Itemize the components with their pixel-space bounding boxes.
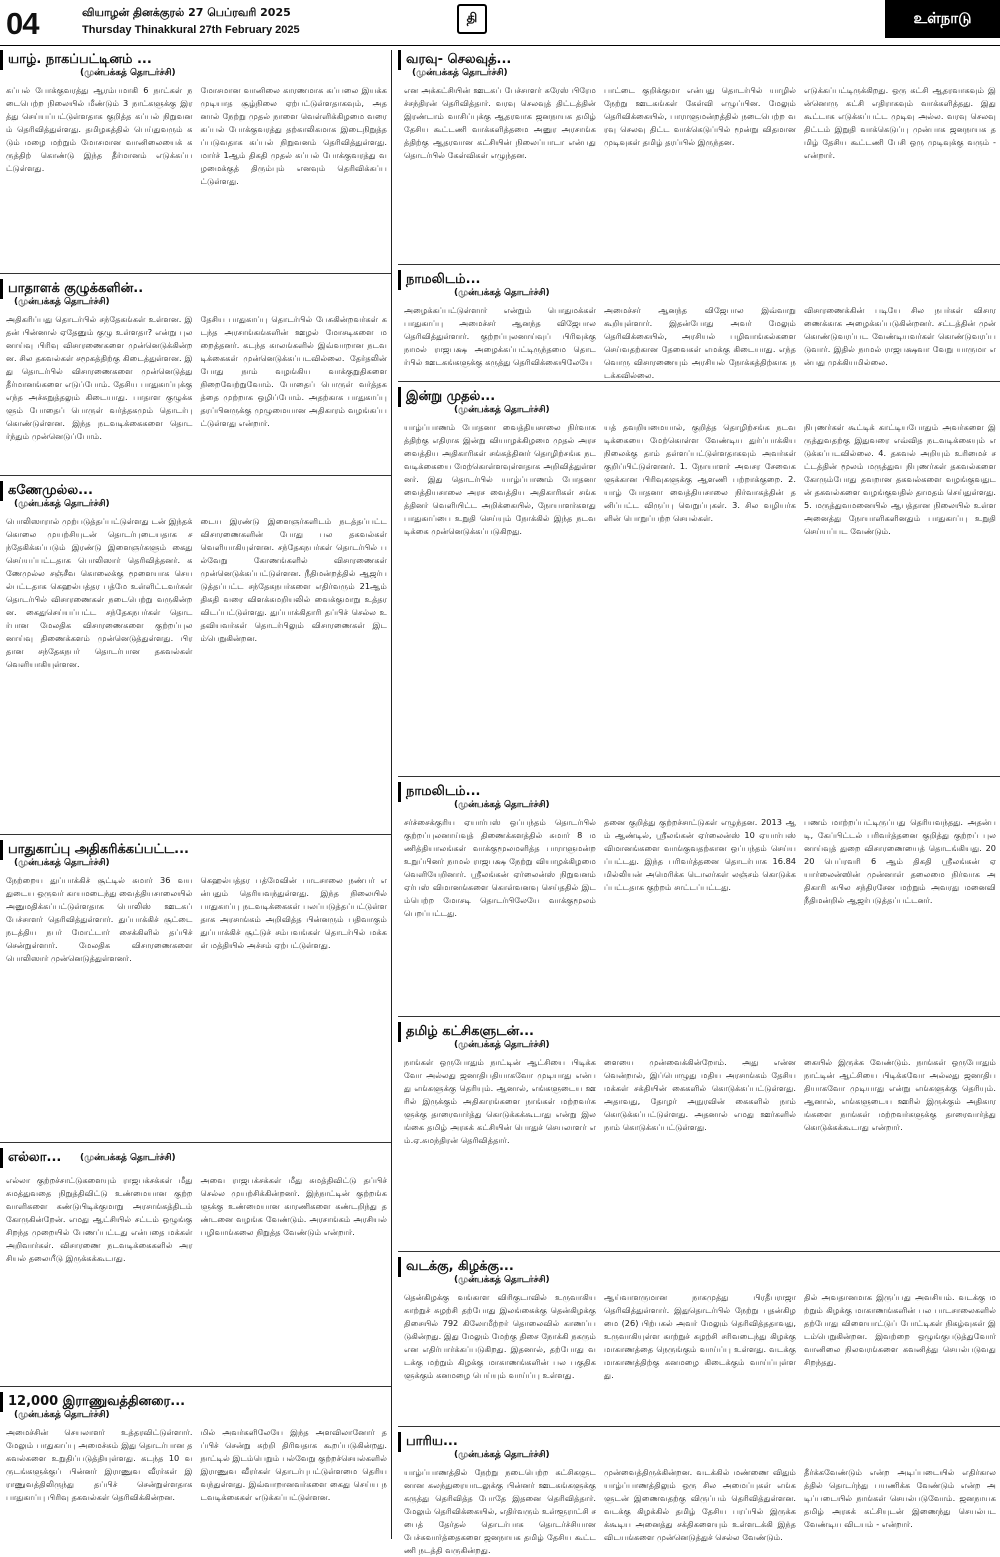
article-text: நிபுணர்கள் கூட்டிக் காட்டியபோதும் அவர்களை இருத்துவதற்கு இதுவரை எவ்வித நடவடிக்கையும் எடுக்கப்படவில்லை. 4. தகவல் அறியும் உரிமைச் சட்டத்தின் மூலம் மருத்துவ நிபுணர்கள் தகவல்களை கோரும்போது தவறான தகவல்களை வழங்குவதுடன் தகவல்களை வழங்குவதில் தாமதம் செய்துள்ளது. 5. மருத்துவமனையில் ஆபத்தான நிலையில் உள்ள அனைத்து நோயாளிகளினதும் பாதுகாப்பு உறுதி செய்யப்பட வேண்டும். bbox=[804, 422, 996, 536]
page-number: 04 bbox=[6, 6, 39, 41]
article-text: தீர்க்கவேண்டும் என்ற அடிப்படையில் எதிர்காலத்தில் தொடர்ந்து பயணிக்க வேண்டும் என்ற அடிப்படையில் நாங்கள் செயல்படுவோம். ஜனநாயக தமிழ் அரசுக் கட்சியுடன் இணைந்து செயல்பட வேண்டிய விடயம் - என்றார். bbox=[804, 1467, 996, 1529]
article-dateline: (முன்பக்கத் தொடர்ச்சி) bbox=[80, 68, 176, 78]
article-text: தென்கிழக்கு வங்காள விரிகுடாவில் உருவாகிய காற்றுச் சுழற்சி தற்போது இலங்கைக்கு தென்கிழக்கு திசையில் 792 கிலோமீற்றர் தொலைவில் காணப்படுகின்றது. இது மேலும் மேற்கு திசை நோக்கி நகரும் என எதிர்பார்க்கப்படுகிறது. இதனால், தற்போது வடக்கு மற்றும் கிழக்கு மாகாணங்களின் பல பகுதிகளுக்கும் கனமழை பெய்யும் வாய்ப்பு உள்ளது. bbox=[404, 1292, 596, 1380]
article-text: சர்ச்சைக்குரிய ஏயார்பஸ் ஒப்பந்தம் தொடர்பில் குற்றப்புலனாய்வுத் திணைக்களத்தில் சுமார் 8 மணித்தியாலங்கள் வாக்குமூலமளித்த பாராளுமன்ற உறுப்பினர் நாமல் ராஜபக்ஷ நேற்று வியாழக்கிழமை வெளியேறினார். ஸ்ரீலங்கன் ஏர்லைன்ஸ் நிறுவனம் ஏர்பஸ் விமானங்களை கொள்வனவு செய்ததில் இடம்பெற்ற மோசடி தொடர்பிலேயே வாக்குமூலம் பெறப்பட்டது. bbox=[404, 817, 596, 918]
article-text: பணம் மாற்றப்பட்டிருப்பது தெரியவந்தது. அதன்படி, கேப்பிட்டல் பரிவர்த்தனை குறித்து குற்றப் புலனாய்வுத் துறை விசாரணையைத் தொடங்கியது. 2020 பெப்ரவரி 6 ஆம் திகதி ஸ்ரீலங்கன் ஏயார்லைன்ஸின் முன்னாள் தலைமை நிர்வாக அதிகாரி கபில சந்திரசேன மற்றும் அவரது மனைவி நீதிமன்றில் ஆஜர்படுத்தப்பட்டனர். bbox=[804, 817, 996, 905]
article-headline: கணேமுல்ல... bbox=[8, 483, 93, 498]
headline-bar bbox=[398, 1432, 401, 1452]
article-text: தனை குறித்து குற்றச்சாட்டுகள் எழுந்தன. 2013 ஆம் ஆண்டில், ஸ்ரீலங்கன் ஏர்லைன்ஸ் 10 ஏயார்பஸ் விமானங்களை வாங்குவதற்கான ஒப்பந்தம் செய்யப்பட்டது. இந்த பரிவர்த்தனை தொடர்பாக 16.84 மில்லியன் அமெரிக்க டொலர்கள் லஞ்சம் கொடுக்கப்பட்டதாக குற்றம் சாட்டப்பட்டது. bbox=[604, 817, 796, 892]
article-dateline: (முன்பக்கத் தொடர்ச்சி) bbox=[454, 800, 550, 810]
article-namal-1 bbox=[398, 270, 1000, 382]
headline-bar bbox=[398, 387, 401, 407]
article-text: நேற்றைய துப்பாக்கிச் சூட்டில் சுமார் 36 வயதுடைய ஒருவர் காயமடைந்து வைத்தியசாலையில் அனுமதிக்கப்பட்டுள்ளதாக பொலிஸ் ஊடகப் பேச்சாளர் தெரிவித்துள்ளார். துப்பாக்கிச் சூட்டை நடத்திய நபர் மோட்டார் சைக்கிளில் தப்பிச் சென்றுள்ளார். மேலதிக விசாரணைகளை பொலிஸார் முன்னெடுத்துள்ளனர். bbox=[6, 875, 193, 963]
article-text: யத் தவறியமையால், குறித்த தொழிற்சங்க நடவடிக்கையை மேற்கொள்ள வேண்டிய துர்ப்பாக்கிய நிலைக்கு தாம் தள்ளப்பட்டுள்ளதாகவும் அவர்கள் குறிப்பிட்டுள்ளனர். 1. நோயாளர் அவசர சேவைகளுக்கான பிரிவுகளுக்கு ஆளணி பற்றாக்குறை. 2. யாழ் போதனா வைத்தியசாலை நிர்வாகத்தின் தனிப்பட்ட விருப்பு வெறுப்புகள். 3. சில வழியர்களின் பொறுப்பற்ற செயல்கள். bbox=[604, 422, 796, 523]
article-text: ளையை முன்வைக்கின்றோம். அது என்னவென்றால், இப்பொழுது மதிய அரசாங்கம் தேசிய மக்கள் சக்தியின் கைகளில் கொடுக்கப்பட்டுள்ளது. அதாவது, தோழர் அநுரவின் கைகளில் நாம் கொடுக்கப்பட்டுள்ளது. அதனால் எமது ஊர்களில் நாம் கொடுக்கப்பட்டுள்ளது. bbox=[604, 1057, 796, 1132]
article-text: நாங்கள் ஒருபோதும் நாட்டின் ஆட்சியை பிடிக்கவோ அல்லது ஜனாதிபதியாகவோ முடியாது என்பது எங்களுக்கு தெரியும். ஆனால், எங்களுடைய ஊரில் இருக்கும் அதிகாரங்களை நாங்கள் மற்றவர்களுக்கு தாரைவார்த்து கொடுக்கக்கூடாது என்று இலங்கை தமிழ் அரசுக் கட்சியின் பொதுச் செயலாளர் எம்.ஏ.சுமந்திரன் தெரிவித்தார். bbox=[404, 1057, 596, 1145]
article-tamil-parties bbox=[398, 1022, 1000, 1252]
article-text: மில் அவர்களிலேயே இந்த அளவிலானோர் தப்பிச் சென்று சுற்றி திரிவதாக கூறப்படுகின்றது. நாட்டில் இடம்பெறும் பல்வேறு குற்றச்செயல்களில் இராணுவ வீரர்கள் தொடர்புபட்டுள்ளமை தெரியவந்துள்ளது. இவ்வாறானவர்களை கைது செய்ய நடவடிக்கைகள் எடுக்கப்பட்டுள்ளன. bbox=[200, 1427, 387, 1502]
article-text: முன்வைத்திருக்கின்றன. வடக்கில் மண்ணை விதும் யாழ்ப்பாணத்திலும் ஒரு சில அமைப்புகள் எங்களுடன் இணைவதற்கு விருப்பம் தெரிவித்துள்ளன. வடக்கு கிழக்கில் தமிழ் தேசிய பரப்பில் இருக்கக்கூடிய அனைத்து சக்திகளையும் உள்ளடக்கி இந்த விடயங்களை முன்னெடுத்துச் செல்ல வேண்டும். bbox=[604, 1467, 796, 1542]
article-dateline: (முன்பக்கத் தொடர்ச்சி) bbox=[454, 1040, 550, 1050]
article-dateline: (முன்பக்கத் தொடர்ச்சி) bbox=[454, 288, 550, 298]
article-dateline: (முன்பக்கத் தொடர்ச்சி) bbox=[14, 297, 110, 307]
article-12000-soldiers bbox=[0, 1392, 391, 1539]
article-text: எல்லா குற்றச்சாட்டுகளையும் ராஜபக்சக்கள் மீது சுமத்துவதை நிறுத்திவிட்டு உண்மையான குற்றவாளிகளை கண்டுபிடிக்குமாறு அரசாங்கத்திடம் கோருகின்றேன். எமது ஆட்சியில் சட்டம் ஒழுங்கு சிறந்த முறையில் பேணப்பட்டது என்பதை மக்கள் அறிவார்கள். விசாரணை நடவடிக்கைகளில் அரசியல் தலையீடு இருக்கக்கூடாது. bbox=[6, 1175, 193, 1263]
article-headline: வரவு- செலவுத்... bbox=[406, 52, 512, 67]
article-text: அமைச்சின் செயலாளர் உத்தரவிட்டுள்ளார். மேலும் பாதுகாப்பு அமைச்சும் இது தொடர்பான தகவல்களை உறுதிப்படுத்தியுள்ளது. கடந்த 10 வருடங்களுக்குப் பின்னர் இராணுவ வீரர்கள் இராணுவத்திலிருந்து தப்பிச் சென்றுள்ளதாக பாதுகாப்பு பிரிவு தகவல்கள் தெரிவிக்கின்றன. bbox=[6, 1427, 193, 1502]
article-headline: நாமலிடம்... bbox=[406, 784, 481, 799]
article-dateline: (முன்பக்கத் தொடர்ச்சி) bbox=[14, 858, 110, 868]
article-headline: பாரிய... bbox=[406, 1434, 458, 1449]
article-headline: தமிழ் கட்சிகளுடன்... bbox=[406, 1024, 534, 1039]
article-text: டைய இரண்டு இளைஞர்களிடம் நடத்தப்பட்ட விசாரணைகளின் போது பல தகவல்கள் வெளியாகியுள்ளன. சந்தேகநபர்கள் தொடர்பில் பல்வேறு கோணங்களில் விசாரணைகள் முன்னெடுக்கப்பட்டுள்ளன. நீதிமன்றத்தில் ஆஜர்படுத்தப்பட்ட சந்தேகநபர்களை எதிர்வரும் 21ஆம் திகதி வரை விளக்கமறியலில் வைக்குமாறு உத்தரவிடப்பட்டுள்ளது. துப்பாக்கிதாரி தப்பிச் செல்ல உதவியவர்கள் தொடர்பிலும் விசாரணைகள் இடம்பெறுகின்றன. bbox=[200, 516, 387, 643]
headline-bar bbox=[0, 1392, 3, 1412]
article-text: பாட்டை குறிக்குமா என்பது தொடர்பில் யாழில் நேற்று ஊடகங்கள் கேள்வி எழுப்பின. மேலும் தெரிவிக்கையில், பாராளுமன்றத்தில் நடைபெற்ற வரவு செலவு திட்ட வாக்கெடுப்பில் மூன்று விதமான முடிவுகள் தமிழ் தரப்பில் இருந்தன. bbox=[604, 85, 796, 147]
article-text: மோசமான வானிலை காரணமாக கப்பலை இயக்க முடியாத சூழ்நிலை ஏற்பட்டுள்ளதாகவும், அதனால் நேற்று முதல் நாளை வெள்ளிக்கிழமை வரை கப்பல் போக்குவரத்து தற்காலிகமாக இடைநிறுத்தப்படுவதாக கப்பல் நிறுவனம் தெரிவித்துள்ளது. மார்ச் 1ஆம் திகதி முதல் கப்பல் போக்குவரத்து வழமைக்குத் திரும்பும் எனவும் தெரிவிக்கப்பட்டுள்ளது. bbox=[200, 85, 387, 186]
article-dateline: (முன்பக்கத் தொடர்ச்சி) bbox=[454, 1275, 550, 1285]
headline-bar bbox=[0, 50, 3, 70]
article-dateline: (முன்பக்கத் தொடர்ச்சி) bbox=[14, 1410, 110, 1420]
article-text: கையில் இருக்க வேண்டும். நாங்கள் ஒருபோதும் நாட்டின் ஆட்சியை பிடிக்கவோ அல்லது ஜனாதிபதியாகவோ முடியாது என்று எங்களுக்கு தெரியும். ஆனால், எங்களுடைய ஊரில் இருக்கும் அதிகாரங்களை நாங்கள் மற்றவர்களுக்கு தாரைவார்த்து கொடுக்கக்கூடாது என்றார். bbox=[804, 1057, 996, 1132]
article-text: கப்பல் போக்குவரத்து ஆரம்பமாகி 6 நாட்கள் நடைபெற்ற நிலையில் மீண்டும் 3 நாட்களுக்கு இரத்து செய்யப்பட்டுள்ளதாக குறித்த கப்பல் நிறுவனம் தெரிவித்துள்ளது. தமிழகத்தில் பெய்துவரும் கடும் மழை மற்றும் மோசமான வானிலையைக் கருத்திற் கொண்டு இந்த தீர்மானம் எடுக்கப்பட்டுள்ளது. bbox=[6, 85, 193, 173]
article-dateline: (முன்பக்கத் தொடர்ச்சி) bbox=[412, 68, 508, 78]
article-dateline: (முன்பக்கத் தொடர்ச்சி) bbox=[14, 499, 110, 509]
headline-bar bbox=[398, 1257, 401, 1277]
headline-bar bbox=[0, 1148, 3, 1168]
article-dateline: (முன்பக்கத் தொடர்ச்சி) bbox=[80, 1153, 176, 1163]
article-text: அதிகரிப்பது தொடர்பில் சந்தேகங்கள் உள்ளன. இதன் பின்னால் ஏதேனும் குழு உள்ளதா? என்று புலனாய்வு பிரிவு விசாரணைகளை முன்னெடுக்கின்றன. சில தகவல்கள் சமூகத்திற்கு கிடைத்துள்ளன. இது தொடர்பில் விசாரணைகளை முன்னெடுத்து தீர்மானங்களை எடுப்போம். தேசிய பாதுகாப்புக்கு எந்த அச்சுறுத்தலும் கிடையாது. பாதாள குழுக்களும் போதைப் பொருள் வர்த்தகமும் தொடர்பு கொண்டுள்ளன. இந்த நடவடிக்கைகளை தொடர்ந்தும் முன்னெடுப்போம். bbox=[6, 314, 193, 441]
headline-bar bbox=[398, 50, 401, 70]
article-headline: இன்று முதல்... bbox=[406, 389, 496, 404]
article-text: என அக்கட்சியின் ஊடகப் பேச்சாளர் சுரேஸ் பிரேமச்சந்திரன் தெரிவித்தார். வரவு செலவுத் திட்டத்தின் இரண்டாம் வாசிப்புக்கு ஆதரவாக ஜனநாயக தமிழ் தேசிய கூட்டணி வாக்களித்தமை அனுர அரசாங்கத்திற்கு ஆதரவான கட்சியின் நிலைப்பாடா என்பது தொடர்பில் கேள்விகள் எழுந்தன. bbox=[404, 85, 596, 160]
article-text: யாழ்ப்பாணத்தில் நேற்று நடைபெற்ற கட்சிகளுடனான கலந்துரையாடலுக்கு பின்னர் ஊடகங்களுக்கு கருத்து தெரிவித்த போதே இதனை தெரிவித்தார். மேலும் தெரிவிக்கையில், எதிர்வரும் உள்ளூராட்சி சபைத் தேர்தல் தொடர்பாக தொடர்ச்சியான பேச்சுவார்த்தைகளை ஜனநாயக தமிழ் தேசிய கூட்டணி நடத்தி வருகின்றது. bbox=[404, 1467, 596, 1555]
headline-bar bbox=[398, 270, 401, 290]
article-from-today bbox=[398, 387, 1000, 777]
article-text: எடுக்கப்பட்டிருக்கிறது. ஒரு கட்சி ஆதரவாகவும் இன்னொரு கட்சி எதிராகவும் வாக்களித்தது. இது கூட்டாக எடுக்கப்பட்ட முடிவு அல்ல. வரவு செலவு திட்டம் இறுதி வாக்கெடுப்பு முன்பாக ஜனநாயக தமிழ் தேசிய கூட்டணி பேசி ஒரு முடிவுக்கு வரும் - என்றார். bbox=[804, 85, 996, 160]
article-text: ஆய்வாளருமான நாகமுத்து பிரதீபராஜா தெரிவித்துள்ளார். இதுதொடர்பில் நேற்று புதன்கிழமை (26) பிற்பகல் அவர் மேலும் தெரிவித்ததாவது, உருவாகியுள்ள காற்றுச் சுழற்சி சரிவடைந்து கிழக்கு மாகாணத்தை நெருங்கும் வாய்ப்பு உள்ளது. வடக்கு மாகாணத்திற்கு கனமழை கிடைக்கும் வாய்ப்புள்ளது. bbox=[604, 1292, 796, 1380]
article-headline: நாமலிடம்... bbox=[406, 272, 481, 287]
masthead-date-tamil: வியாழன் தினக்குரல் 27 பெப்ரவரி 2025 bbox=[82, 6, 291, 19]
article-text: பொலிஸாரால் முற்படுத்தப்பட்டுள்ளது டன் இந்தக் கொலை முயற்சியுடன் தொடர்புடையதாக சந்தேகிக்கப்படும் இரண்டு இளைஞர்களும் கைது செய்யப்பட்டதாக பொலிஸார் தெரிவித்தனர். கணேமுல்ல சஞ்சீவ கொலைக்கு மூளையாக செயல்பட்டதாக கெஹல்பத்தர பத்மே உள்ளிட்டவர்கள் தொடர்பில் விசாரணைகள் நடைபெற்று வருகின்றன. கைதுசெய்யப்பட்ட சந்தேகநபர்கள் தொடர்பான மேலதிக விசாரணைகளை குற்றப்புலனாய்வு திணைக்களம் முன்னெடுத்துள்ளது. பிரதான சந்தேகநபர் தொடர்பான தகவல்கள் வெளியாகியுள்ளன. bbox=[6, 516, 193, 669]
thinakkural-logo-icon: தி bbox=[457, 4, 487, 34]
article-headline: பாதுகாப்பு அதிகரிக்கப்பட்ட... bbox=[8, 842, 189, 857]
article-headline: யாழ். நாகப்பட்டினம் ... bbox=[8, 52, 152, 67]
article-ella bbox=[0, 1148, 391, 1387]
article-text: அழைக்கப்பட்டுள்ளார் என்றும் பொதுமக்கள் பாதுகாப்பு அமைச்சர் ஆனந்த விஜேபால தெரிவித்துள்ளார். குற்றப்புலனாய்வுப் பிரிவுக்கு நாமல் ராஜபக்ஷ அழைக்கப்பட்டிருந்தமை தொடர்பில் ஊடகங்களுக்கு கருத்து தெரிவிக்கையிலேயே bbox=[404, 305, 596, 367]
headline-bar bbox=[398, 782, 401, 802]
article-kanemulla bbox=[0, 481, 391, 835]
article-north-east bbox=[398, 1257, 1000, 1427]
headline-bar bbox=[0, 279, 3, 299]
article-budget bbox=[398, 50, 1000, 265]
article-text: கெஹல்பத்தர பத்மேவின் பாடசாலை நண்பர் என்பதும் தெரியவந்துள்ளது. இந்த நிலையில் பாதுகாப்பு நடவடிக்கைகள் பலப்படுத்தப்பட்டுள்ளதாக அரசாங்கம் அறிவித்த பின்னரும் பதிவாகும் துப்பாக்கிச் சூட்டுச் சம்பவங்கள் தொடர்பில் மக்கள் மத்தியில் அச்சம் ஏற்பட்டுள்ளது. bbox=[200, 875, 387, 950]
article-text: தில் அவதானமாக இருப்பது அவசியம். வடக்கு மற்றும் கிழக்கு மாகாணங்களின் பல பாடசாலைகளில் தற்போது விளையாட்டுப் போட்டிகள் நிகழ்வுகள் இடம்பெறுகின்றன. இவற்றை ஒழுங்குபடுத்துவோர் வானிலை நிலவரங்களை கவனித்து செயல்படுவது சிறந்தது. bbox=[804, 1292, 996, 1367]
article-text: விசாரணைக்கின் படியே சில நபர்கள் விசாரணைக்காக அழைக்கப்படுகின்றனர். சட்டத்தின் முன் கொண்டுவரப்பட வேண்டியவர்கள் கொண்டுவரப்படுவார். இதில் நாமல் ராஜபக்ஷவா வேறு யாருமா என்பது முக்கியமில்லை. bbox=[804, 305, 996, 367]
article-text: அவை ராஜபக்சக்கள் மீது சுமத்திவிட்டு தப்பிச் செல்ல முயற்சிக்கின்றனர். இந்நாட்டின் குற்றங்களுக்கு உண்மையான காரணிகளை கண்டறிந்து தண்டனை வழங்க வேண்டும். அரசாங்கம் அரசியல் பழிவாங்கலை நிறுத்த வேண்டும் என்றார். bbox=[200, 1175, 387, 1237]
article-yaal-nagapattinam bbox=[0, 50, 391, 274]
headline-bar bbox=[0, 840, 3, 860]
masthead-date-english: Thursday Thinakkural 27th February 2025 bbox=[82, 24, 300, 36]
section-title: உள்நாடு bbox=[885, 0, 1000, 38]
headline-bar bbox=[0, 481, 3, 501]
left-column bbox=[0, 50, 392, 1539]
article-text: தேசிய பாதுகாப்பு தொடர்பில் பேசுகின்றவர்கள் கடந்த அரசாங்கங்களின் ஊழல் மோசடிகளை மறைத்தனர். கடந்த காலங்களில் இவ்வாறான நடவடிக்கைகள் முன்னெடுக்கப்படவில்லை. தேர்தலின் போது நாம் வழங்கிய வாக்குறுதிகளை நிறைவேற்றுவோம். போதைப் பொருள் வர்த்தகத்தை முற்றாக ஒழிப்போம். அதற்காக பாதுகாப்பு தரப்பினருக்கு முழுமையான அதிகாரம் வழங்கப்பட்டுள்ளது என்றார். bbox=[200, 314, 387, 428]
article-headline: பாதாளக் குழுக்களின்.. bbox=[8, 281, 144, 296]
right-column bbox=[398, 50, 1000, 1555]
article-dateline: (முன்பக்கத் தொடர்ச்சி) bbox=[454, 405, 550, 415]
article-paariya bbox=[398, 1432, 1000, 1555]
article-headline: எல்லா... bbox=[8, 1150, 62, 1165]
article-headline: வடக்கு, கிழக்கு... bbox=[406, 1259, 514, 1274]
article-headline: 12,000 இராணுவத்தினரை... bbox=[8, 1394, 186, 1409]
article-namal-2 bbox=[398, 782, 1000, 1017]
headline-bar bbox=[398, 1022, 401, 1042]
article-text: யாழ்ப்பாணம் போதனா வைத்தியசாலை நிர்வாகத்திற்கு எதிராக இன்று வியாழக்கிழமை முதல் அரச வைத்திய அதிகாரிகள் சங்கத்தினர் தொழிற்சங்க நடவடிக்கையை மேற்கொள்ளவுள்ளதாக அறிவித்துள்ளனர். இது தொடர்பில் யாழ்ப்பாணம் போதனா வைத்தியசாலை அரச வைத்திய அதிகாரிகள் சங்கத்தினர் வெளியிட்ட அறிக்கையில், நோயாளர்களது பாதுகாப்பை உறுதி செய்யும் நோக்கில் இந்த நடவடிக்கை முன்னெடுக்கப்படுகிறது. bbox=[404, 422, 596, 536]
article-paathaala-kuzhu bbox=[0, 279, 391, 476]
article-dateline: (முன்பக்கத் தொடர்ச்சி) bbox=[454, 1450, 550, 1460]
article-security-increased bbox=[0, 840, 391, 1143]
masthead bbox=[0, 0, 1000, 46]
article-text: அமைச்சர் ஆனந்த விஜேபால இவ்வாறு கூறியுள்ளார். இதன்போது அவர் மேலும் தெரிவிக்கையில், அரசியல் பழிவாங்கல்களை செய்வதற்கான தேவைகள் எமக்கு கிடையாது. எந்தவொரு விசாரணையும் அரசியல் நோக்கத்திற்காக நடக்கவில்லை. bbox=[604, 305, 796, 380]
